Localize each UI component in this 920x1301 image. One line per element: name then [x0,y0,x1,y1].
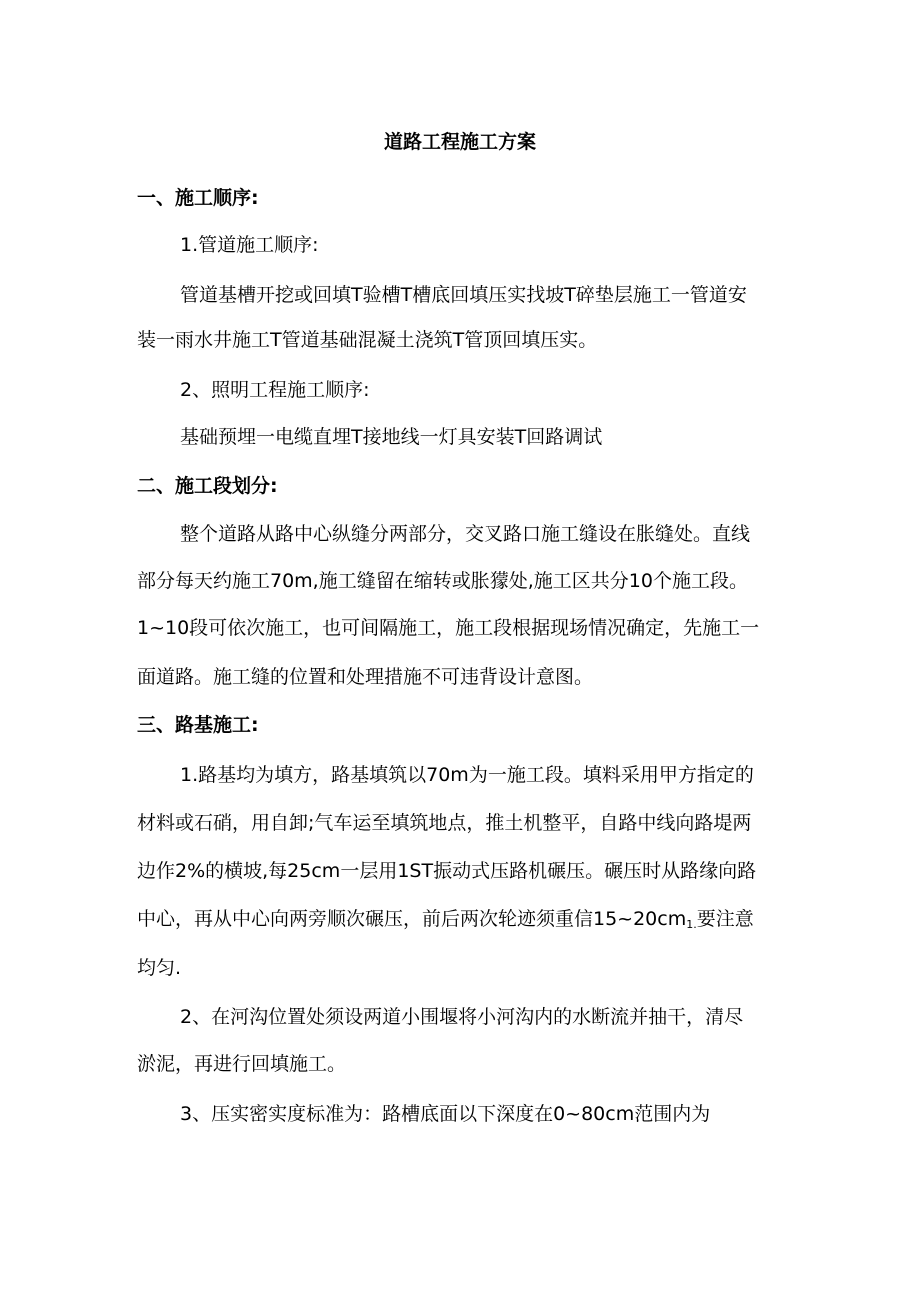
paragraph-line: 材料或石硝，用自卸;气车运至填筑地点，推土机整平，自路中线向路堤两 [137,812,752,834]
paragraph-line: 2、在河沟位置处须设两道小围堰将小河沟内的水断流并抽干，清尽 [180,1006,744,1028]
paragraph-line: 边作2%的横坡,每25cm一层用1ST振动式压路机碾压。碾压时从路缘向路 [137,860,757,882]
paragraph-line: 管道基槽开挖或回填T验槽T槽底回填压实找坡T碎垫层施工一管道安 [180,284,747,306]
paragraph-line: 均匀. [137,957,182,979]
paragraph-line: 1~10段可依次施工，也可间隔施工，施工段根据现场情况确定，先施工一 [137,617,760,639]
paragraph-line: 部分每天约施工70m,施工缝留在缩转或胀獴处,施工区共分10个施工段。 [137,570,748,592]
item-label-pipe-sequence: 1.管道施工顺序: [180,234,319,256]
paragraph-line: 3、压实密实度标准为：路槽底面以下深度在0~80cm范围内为 [180,1103,711,1125]
line-text: 中心，再从中心向两旁顺次碾压，前后两次轮迹须重信15~20cm [137,908,687,930]
section-heading-segments: 二、施工段划分: [137,475,278,497]
line-text: 要注意 [696,908,754,930]
paragraph-line: 基础预埋一电缆直埋T接地线一灯具安装T回路调试 [180,426,603,448]
document-title: 道路工程施工方案 [383,131,536,153]
item-label-lighting-sequence: 2、照明工程施工顺序: [180,379,370,401]
section-heading-subgrade: 三、路基施工: [137,714,259,736]
paragraph-line: 整个道路从路中心纵缝分两部分，交叉路口施工缝设在胀缝处。直线 [180,523,751,545]
subscript-mark: 1. [686,918,697,931]
paragraph-line: 面道路。施工缝的位置和处理措施不可违背设计意图。 [137,666,594,688]
paragraph-line: 1.路基均为填方，路基填筑以70m为一施工段。填料采用甲方指定的 [180,764,754,786]
paragraph-line [137,905,787,939]
section-heading-sequence: 一、施工顺序: [137,187,259,209]
paragraph-line: 装一雨水井施工T管道基础混凝土浇筑T管顶回填压实。 [137,329,598,351]
paragraph-line: 淤泥，再进行回填施工。 [137,1053,347,1075]
